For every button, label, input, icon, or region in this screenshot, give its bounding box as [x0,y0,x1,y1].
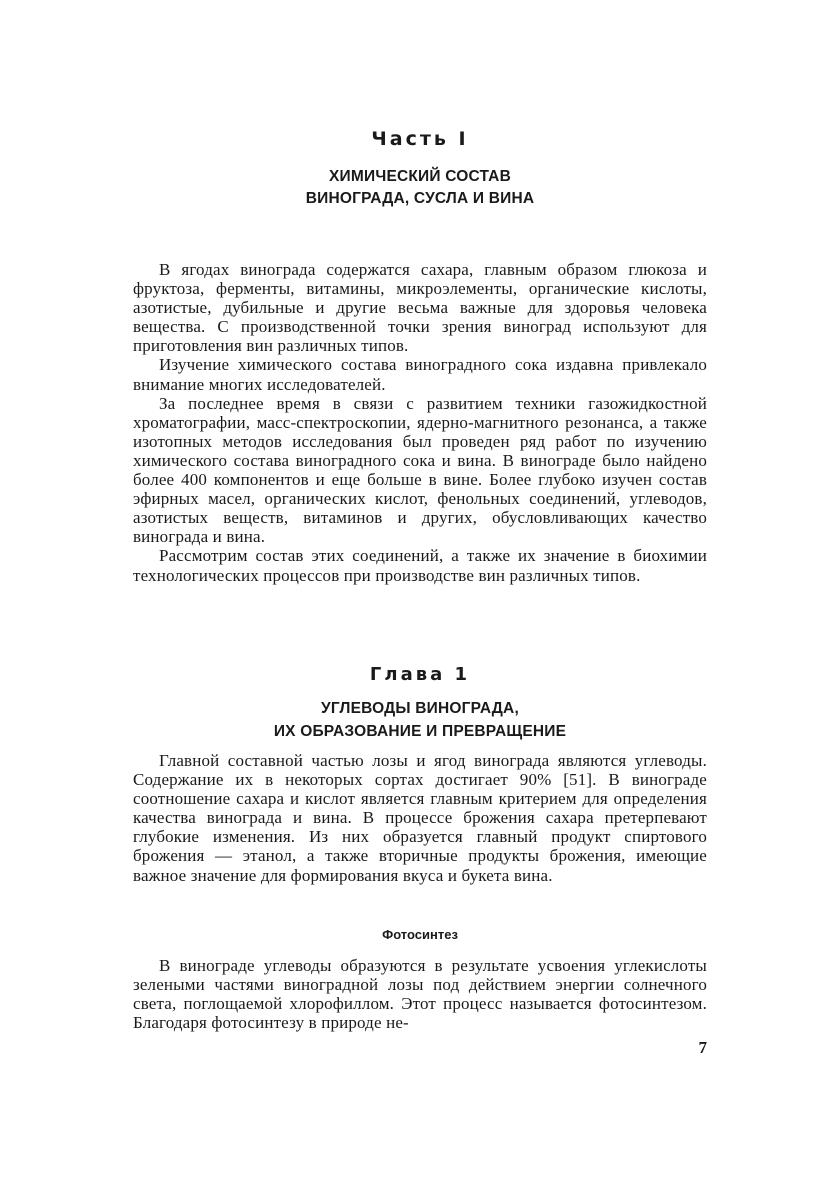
chapter-intro-text [133,751,707,885]
part-title-line-1: ХИМИЧЕСКИЙ СОСТАВ [329,168,511,185]
chapter-title [133,697,707,743]
paragraph: Главной составной частью лозы и ягод винограда являются углеводы. Содержание их в некоторых сортах достигает 90% [51]. В винограде соотношение сахара и кислот является главным критерием для определения качества винограда и вина. В процессе брожения сахара претерпевают глубокие изменения. Из них образуется главный продукт спиртового брожения — этанол, а также вторичные продукты брожения, имеющие важное значение для формирования вкуса и букета вина. [133,751,707,885]
part-title-line-2: ВИНОГРАДА, СУСЛА И ВИНА [305,190,535,207]
chapter-heading: Глава 1 [369,664,471,685]
part-intro-text [133,260,707,585]
paragraph: Изучение химического состава виноградного сока издавна привлекало внимание многих исследователей. [133,355,707,394]
paragraph: В ягодах винограда содержатся сахара, главным образом глюкоза и фруктоза, ферменты, витамины, микроэлементы, органические кислоты, азотистые, дубильные и другие весьма важные для здоровья человека вещества. С производственной точки зрения виноград используют для приготовления вин различных типов. [133,260,707,356]
section-text [133,956,707,1032]
book-page [133,0,707,1191]
paragraph: За последнее время в связи с развитием техники газожидкостной хроматографии, масс-спектроскопии, ядерно-магнитного резонанса, а также изотопных методов исследования был проведен ряд работ по изучению химического состава виноградного сока и вина. В винограде было найдено более 400 компонентов и еще больше в вине. Более глубоко изучен состав эфирных масел, органических кислот, фенольных соединений, углеводов, азотистых веществ, витаминов и других, обусловливающих качество винограда и вина. [133,393,707,547]
section-title: Фотосинтез [382,927,458,942]
chapter-title-line-2: ИХ ОБРАЗОВАНИЕ И ПРЕВРАЩЕНИЕ [273,723,567,740]
part-heading: Часть I [371,128,469,150]
page-number: 7 [698,1038,707,1057]
paragraph: В винограде углеводы образуются в результате усвоения углекислоты зелеными частями виноградной лозы под действием энергии солнечного света, поглощаемой хлорофиллом. Этот процесс называется фотосинтезом. Благодаря фотосинтезу в природе не- [133,956,707,1033]
chapter-title-line-1: УГЛЕВОДЫ ВИНОГРАДА, [321,700,519,717]
paragraph: Рассмотрим состав этих соединений, а также их значение в биохимии технологических процессов при производстве вин различных типов. [133,546,707,585]
part-title [133,166,707,210]
